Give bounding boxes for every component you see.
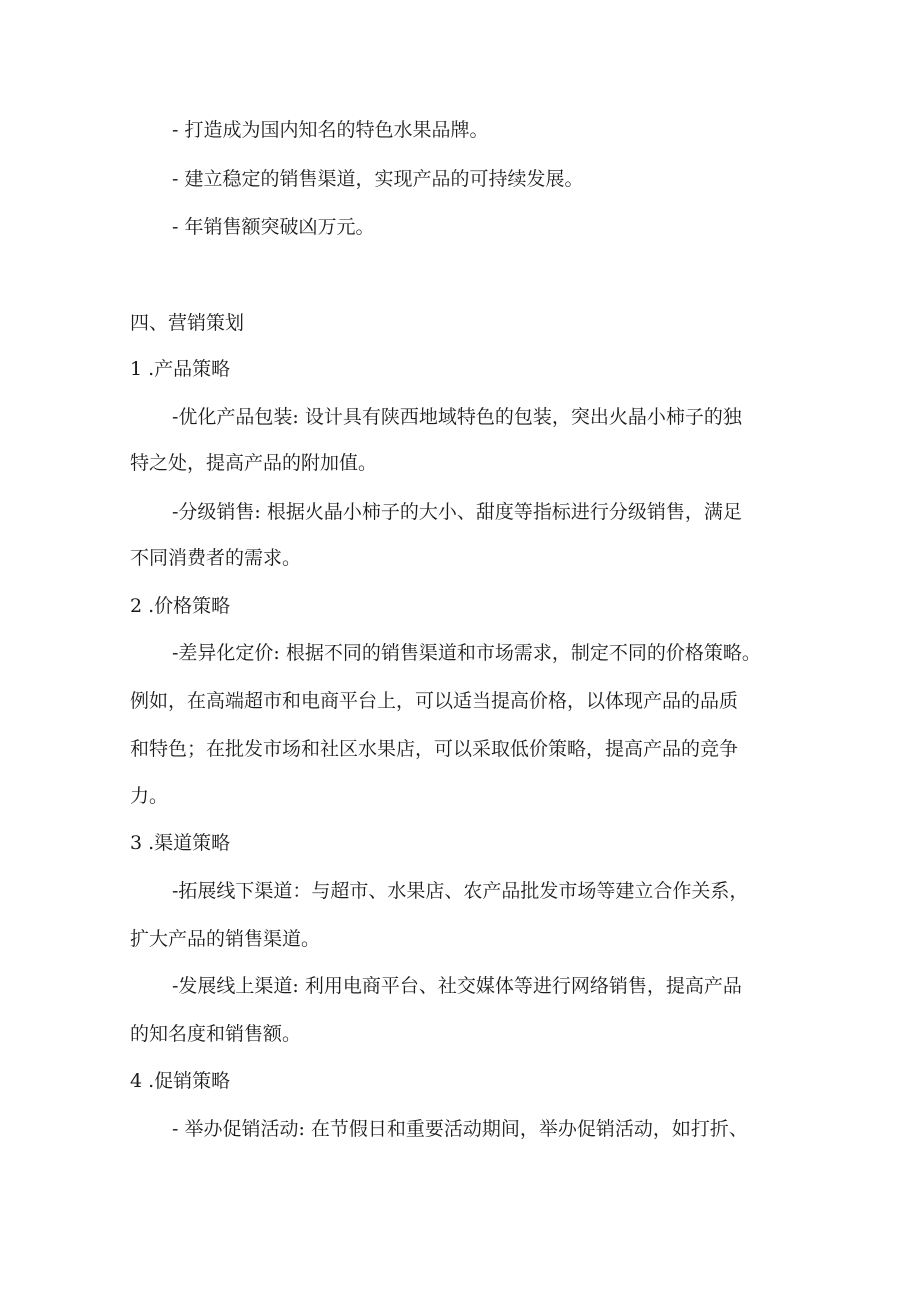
subsection-title: 4 .促销策略: [130, 1070, 231, 1092]
paragraph-line: 和特色；在批发市场和社区水果店，可以采取低价策略，提高产品的竞争: [130, 738, 739, 760]
paragraph-line: -发展线上渠道: 利用电商平台、社交媒体等进行网络销售，提高产品: [172, 975, 742, 997]
paragraph-line: 不同消费者的需求。: [130, 547, 302, 569]
paragraph-line: 扩大产品的销售渠道。: [130, 928, 321, 950]
section-heading: 四、营销策划: [130, 312, 245, 334]
goal-item: - 年销售额突破凶万元。: [172, 216, 375, 238]
paragraph-line: -差异化定价: 根据不同的销售渠道和市场需求，制定不同的价格策略。: [172, 642, 761, 664]
subsection-title: 3 .渠道策略: [130, 832, 231, 854]
paragraph-line: - 举办促销活动: 在节假日和重要活动期间，举办促销活动，如打折、: [172, 1118, 748, 1140]
paragraph-line: 力。: [130, 785, 169, 807]
goal-item: - 建立稳定的销售渠道，实现产品的可持续发展。: [172, 168, 584, 190]
paragraph-line: -分级销售: 根据火晶小柿子的大小、甜度等指标进行分级销售，满足: [172, 501, 742, 523]
paragraph-line: -优化产品包装: 设计具有陕西地域特色的包装，突出火晶小柿子的独: [172, 406, 742, 428]
goal-item: - 打造成为国内知名的特色水果品牌。: [172, 119, 489, 141]
subsection-title: 2 .价格策略: [130, 595, 231, 617]
paragraph-line: 的知名度和销售额。: [130, 1023, 302, 1045]
paragraph-line: 例如，在高端超市和电商平台上，可以适当提高价格，以体现产品的品质: [130, 690, 739, 712]
paragraph-line: -拓展线下渠道：与超市、水果店、农产品批发市场等建立合作关系，: [172, 880, 749, 902]
subsection-title: 1 .产品策略: [130, 358, 231, 380]
paragraph-line: 特之处，提高产品的附加值。: [130, 452, 378, 474]
